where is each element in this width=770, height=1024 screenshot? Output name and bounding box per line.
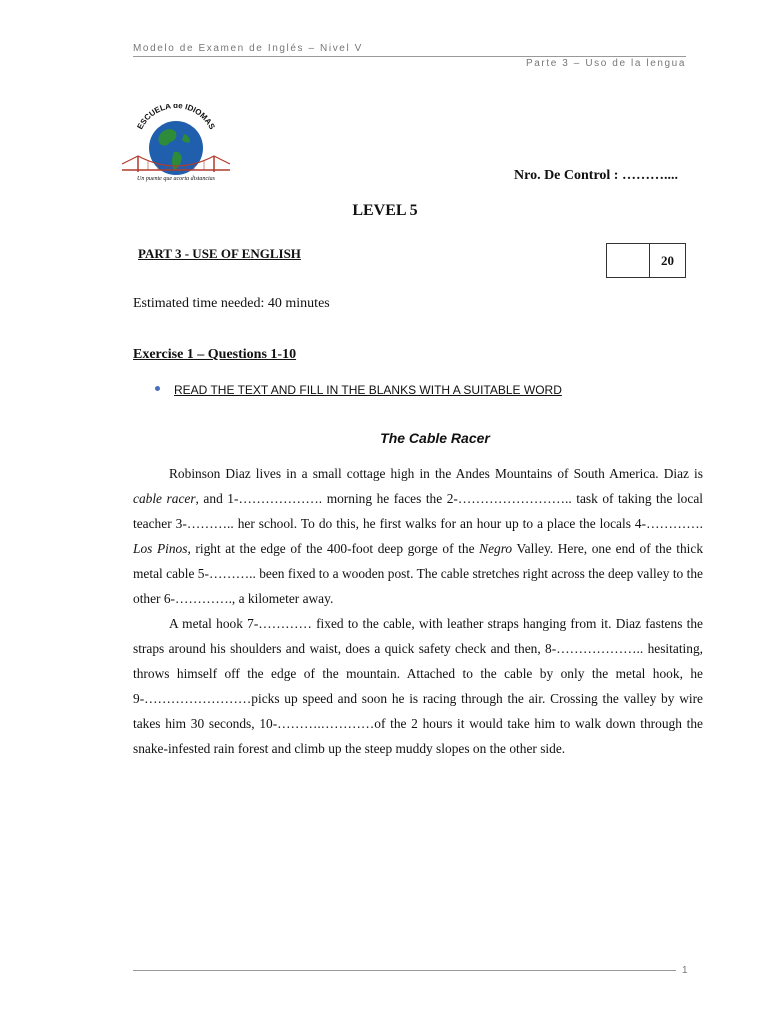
logo-motto: Un puente que acorta distancias (137, 176, 215, 182)
instruction-text: READ THE TEXT AND FILL IN THE BLANKS WITH A SUITABLE WORD (174, 383, 562, 397)
score-field[interactable] (607, 244, 650, 277)
level-title: LEVEL 5 (352, 202, 418, 219)
footer-rule (133, 970, 676, 971)
instruction-item (155, 383, 562, 397)
svg-text:ESCUELA de IDIOMAS: ESCUELA de IDIOMAS (135, 104, 217, 131)
score-total: 20 (661, 252, 674, 268)
header-right: Parte 3 – Uso de la lengua (525, 58, 686, 69)
control-number: Nro. De Control : ……….... (514, 168, 678, 183)
paragraph-1: Robinson Diaz lives in a small cottage high in the Andes Mountains of South America. Diaz is cable racer, and 1-………………. morning he faces the 2-…………………….. task of taking the local teacher 3-……….. her school. To do this, he first walks for an hour up to a place the locals 4-…………. Los Pinos, right at the edge of the 400-foot deep gorge of the Negro Valley. Here, one end of the thick metal cable 5-……….. been fixed to a wooden post. The cable stretches right across the deep valley to the other 6-…………., a kilometer away. (133, 466, 704, 606)
part-heading: PART 3 - USE OF ENGLISH (138, 246, 301, 261)
time-note: Estimated time needed: 40 minutes (133, 296, 330, 311)
page-number: 1 (682, 965, 688, 976)
paragraph-2: A metal hook 7-………… fixed to the cable, with leather straps hanging from it. Diaz fastens the straps around his shoulders and waist, does a quick safety check and then, 8-……………….. hesitating, throws himself off the edge of the mountain. Attached to the cable by only the metal hook, he 9-……………………picks up speed and soon he is racing through the air. Crossing the valley by wire takes him 30 seconds, 10-……….…………of the 2 hours it would take him to walk down through the snake-infested rain forest and climb up the steep muddy slopes on the other side. (133, 616, 703, 756)
header-left: Modelo de Examen de Inglés – Nivel V (133, 43, 363, 54)
bullet-icon (155, 386, 160, 391)
header-rule (133, 56, 686, 57)
school-logo (118, 104, 234, 184)
exercise-heading: Exercise 1 – Questions 1-10 (133, 347, 297, 362)
score-box (606, 243, 686, 278)
text-title: The Cable Racer (380, 430, 490, 446)
